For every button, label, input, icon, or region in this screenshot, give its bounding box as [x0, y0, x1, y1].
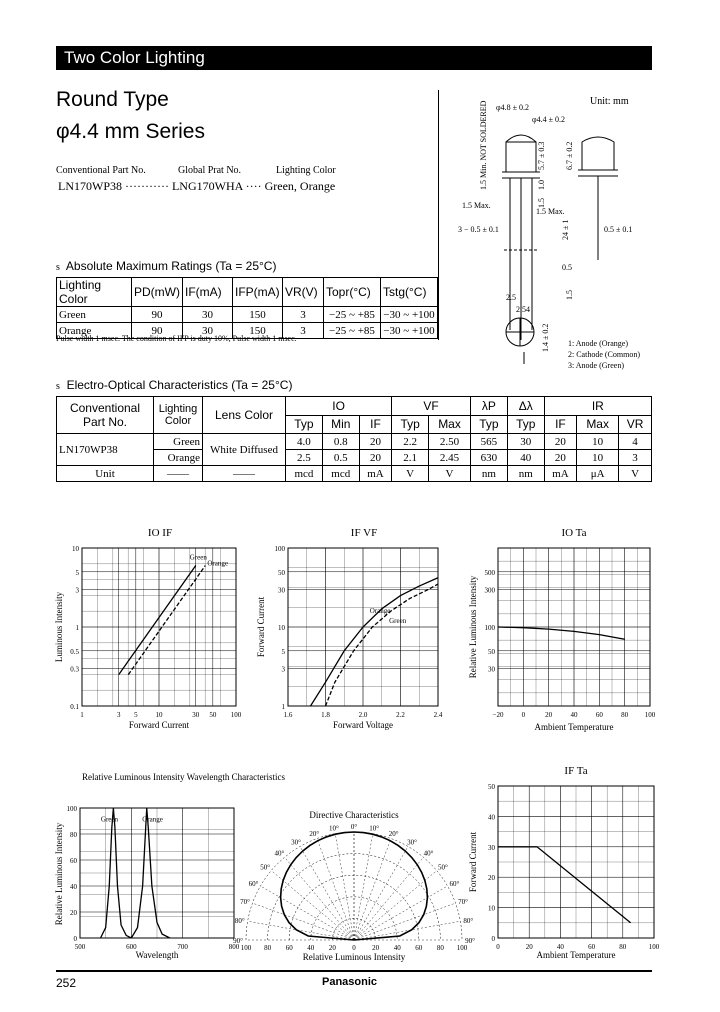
- table-subheader: Typ: [286, 415, 323, 434]
- table-cell: mA: [544, 466, 577, 482]
- table-header: VR(V): [282, 278, 323, 307]
- y-tick-label: 5: [75, 568, 79, 577]
- pin-label: 2: Cathode (Common): [568, 350, 640, 359]
- y-tick-label: 0.5: [70, 647, 79, 656]
- table-cell: 630: [470, 450, 507, 466]
- x-ticks: [493, 711, 656, 719]
- angle-label: 10°: [328, 824, 339, 833]
- x-tick-label: 2.2: [396, 711, 405, 719]
- table-cell: White Diffused: [203, 434, 286, 466]
- dim-label: φ4.8 ± 0.2: [496, 103, 530, 112]
- table-cell: Green: [57, 307, 132, 323]
- series-label: Orange: [142, 815, 163, 824]
- heading-text: Absolute Maximum Ratings (Ta = 25°C): [65, 259, 277, 273]
- table-cell: 0.8: [322, 434, 359, 450]
- table-cell: mcd: [322, 466, 359, 482]
- polar-ring: [332, 918, 375, 940]
- x-tick-label: 80: [621, 711, 629, 719]
- series-label: Orange: [369, 606, 391, 615]
- chart-title: Relative Luminous Intensity Wavelength Characteristics: [82, 772, 286, 782]
- x-tick-label: 80: [619, 943, 627, 951]
- page-title: Round Type: [56, 88, 169, 111]
- dim-label: 6.7 ± 0.2: [565, 141, 574, 170]
- page-number: 252: [56, 976, 77, 990]
- table-cell: 0.5: [322, 450, 359, 466]
- series-group: [498, 847, 631, 923]
- y-ticks: [275, 545, 286, 711]
- y-tick-label: 100: [274, 545, 285, 553]
- y-tick-label: 3: [281, 665, 285, 674]
- series-label: Orange: [207, 559, 228, 568]
- chart-io-if: [56, 522, 256, 742]
- series-label: Green: [189, 553, 207, 562]
- polar-spoke: [354, 834, 373, 940]
- part-row: LN170WP38 ··········· LNG170WHA ···· Green, Orange: [58, 179, 336, 193]
- x-tick-label: 60: [588, 943, 596, 951]
- y-tick-label: 30: [488, 843, 495, 852]
- y-ticks: [485, 569, 496, 674]
- table-header: Topr(°C): [323, 278, 380, 307]
- abs-max-note: Pulse width 1 msec. The condition of IFP is duty 10%, Pulse width 1 msec.: [56, 334, 297, 343]
- table-subheader: IF: [544, 415, 577, 434]
- dim-label: 1.5: [565, 290, 574, 300]
- y-tick-label: 300: [484, 586, 495, 595]
- y-tick-label: 500: [484, 568, 495, 577]
- angle-label: 60°: [248, 880, 259, 888]
- dim-label: 24 ± 1: [561, 219, 570, 240]
- grid: [498, 786, 654, 938]
- radial-tick-label: 40: [307, 944, 315, 952]
- table-subheader: Max: [577, 415, 619, 434]
- y-tick-label: 10: [72, 545, 79, 553]
- table-header: Lighting Color: [154, 397, 203, 434]
- table-header-row: [57, 278, 438, 307]
- footer-rule: [56, 970, 652, 972]
- radial-tick-label: 20: [328, 944, 336, 952]
- y-tick-label: 30: [278, 586, 285, 595]
- y-tick-label: 50: [488, 647, 495, 656]
- x-tick-label: 100: [648, 943, 660, 951]
- x-tick-label: 100: [230, 711, 242, 719]
- bullet: s: [56, 381, 60, 392]
- dim-label: φ4.4 ± 0.2: [532, 115, 566, 124]
- polar-grid: [233, 823, 475, 945]
- table-cell: 2.5: [286, 450, 323, 466]
- x-tick-label: −20: [492, 711, 504, 719]
- radial-tick-label: 100: [456, 944, 468, 952]
- pin-label: 1: Anode (Orange): [568, 339, 628, 348]
- x-tick-label: 20: [525, 943, 533, 951]
- radial-tick-label: 0: [352, 944, 356, 952]
- table-header: Conventional Part No.: [57, 397, 154, 434]
- x-tick-label: 100: [644, 711, 656, 719]
- table-cell: −30 ~ +100: [380, 323, 437, 339]
- table-row: [57, 466, 652, 482]
- polar-spoke: [354, 846, 408, 940]
- series-group: [311, 578, 439, 706]
- table-cell: 10: [577, 450, 619, 466]
- table-header: IF(mA): [182, 278, 232, 307]
- table-cell: 20: [544, 434, 577, 450]
- angle-label: 40°: [274, 849, 285, 858]
- chart-title: IO IF: [147, 527, 173, 539]
- chart-title: Directive Characteristics: [309, 810, 399, 820]
- chart-title: IF VF: [350, 527, 378, 539]
- divider-line: [438, 90, 439, 340]
- radial-tick-label: 20: [372, 944, 380, 952]
- table-cell: Orange: [154, 450, 203, 466]
- series-label: Green: [100, 815, 119, 824]
- angle-label: 0°: [350, 823, 358, 831]
- y-tick-label: 1: [281, 703, 285, 711]
- table-header: IR: [544, 397, 651, 416]
- y-tick-label: 1: [75, 624, 79, 632]
- table-cell: 20: [359, 434, 392, 450]
- angle-label: 20°: [309, 829, 320, 838]
- angle-label: 30°: [291, 838, 301, 847]
- table-header: IO: [286, 397, 392, 416]
- pin-label: 3: Anode (Green): [568, 361, 624, 370]
- x-tick-label: 0: [521, 711, 526, 719]
- dim-label: 1.5 Min. NOT SOLDERED: [479, 100, 488, 190]
- radial-tick-label: 60: [285, 944, 293, 952]
- table-cell: ——: [203, 466, 286, 482]
- table-cell: 3: [282, 323, 323, 339]
- dim-label: 0.5: [562, 263, 572, 272]
- y-axis-label: Forward Current: [256, 596, 266, 658]
- table-header: PD(mW): [132, 278, 183, 307]
- x-tick-label: 600: [126, 943, 137, 951]
- y-tick-label: 100: [484, 624, 495, 632]
- y-axis-label: Relative Luminous Intensity: [54, 822, 64, 926]
- angle-label: 90°: [233, 937, 243, 945]
- y-tick-label: 100: [66, 805, 77, 813]
- y-tick-label: 30: [488, 665, 495, 674]
- dim-label: 2.54: [516, 305, 530, 314]
- angle-label: 50°: [437, 863, 448, 872]
- table-cell: 3: [619, 450, 652, 466]
- angle-label: 30°: [407, 838, 417, 847]
- table-cell: V: [619, 466, 652, 482]
- dim-label: 5.7 ± 0.3: [537, 141, 546, 170]
- table-header: Δλ: [507, 397, 544, 416]
- x-axis-label: Ambient Temperature: [536, 950, 616, 960]
- table-header-row: [57, 397, 652, 416]
- dim-label: 0.5 ± 0.1: [604, 225, 633, 234]
- x-tick-label: 50: [209, 711, 217, 719]
- package-drawing: [448, 90, 658, 380]
- table-subheader: Typ: [392, 415, 429, 434]
- table-subheader: IF: [359, 415, 392, 434]
- series-line: [498, 847, 631, 923]
- table-cell: 40: [507, 450, 544, 466]
- chart-io-ta: [458, 522, 658, 742]
- heading-text: Electro-Optical Characteristics (Ta = 25°C): [66, 378, 293, 392]
- bullet: s: [56, 262, 60, 273]
- y-tick-label: 40: [488, 813, 495, 822]
- table-cell: −30 ~ +100: [380, 307, 437, 323]
- dim-label: 1.5 Max.: [462, 201, 491, 210]
- x-tick-label: 0: [496, 943, 500, 951]
- table-row: [57, 434, 652, 450]
- table-cell: V: [429, 466, 471, 482]
- x-tick-label: 800: [228, 943, 240, 951]
- table-cell: 90: [132, 323, 183, 339]
- dim-label: 1.5 Max.: [536, 207, 565, 216]
- table-cell: 20: [359, 450, 392, 466]
- table-cell: 150: [232, 323, 282, 339]
- series-line: [311, 578, 439, 706]
- table-subheader: Max: [429, 415, 471, 434]
- y-tick-label: 60: [70, 857, 77, 865]
- y-tick-label: 50: [488, 783, 495, 791]
- table-cell: 30: [507, 434, 544, 450]
- x-tick-label: 3: [116, 711, 121, 719]
- table-cell: mA: [359, 466, 392, 482]
- y-tick-label: 0.3: [70, 665, 79, 674]
- radial-tick-label: 80: [264, 944, 272, 952]
- y-tick-label: 10: [278, 624, 285, 632]
- x-tick-label: 40: [556, 943, 564, 951]
- brand-logo: Panasonic: [322, 976, 378, 988]
- table-cell: 565: [470, 434, 507, 450]
- x-tick-label: 2.4: [433, 711, 443, 719]
- x-axis-label: Ambient Temperature: [534, 722, 614, 732]
- angle-label: 80°: [234, 917, 245, 926]
- radial-tick-label: 100: [240, 944, 252, 952]
- y-tick-label: 80: [70, 831, 77, 839]
- x-tick-label: 1: [80, 711, 84, 719]
- table-cell: −25 ~ +85: [323, 307, 380, 323]
- table-header: Tstg(°C): [380, 278, 437, 307]
- y-axis-label: Forward Current: [468, 831, 478, 893]
- section-banner: Two Color Lighting: [56, 46, 652, 70]
- table-header: λP: [470, 397, 507, 416]
- series-line: [128, 566, 205, 675]
- table-cell: Unit: [57, 466, 154, 482]
- table-cell: 4: [619, 434, 652, 450]
- table-cell: 30: [182, 323, 232, 339]
- polar-spoke: [354, 886, 448, 940]
- x-tick-label: 2.0: [358, 711, 368, 719]
- abs-max-table: [56, 277, 438, 339]
- y-tick-label: 3: [75, 586, 79, 595]
- polar-spoke: [260, 886, 354, 940]
- y-tick-label: 40: [70, 883, 77, 891]
- table-cell: Orange: [57, 323, 132, 339]
- table-row: [57, 307, 438, 323]
- y-tick-label: 5: [281, 647, 285, 656]
- table-subheader: Min: [322, 415, 359, 434]
- table-cell: 2.1: [392, 450, 429, 466]
- y-tick-label: 0.1: [70, 703, 79, 711]
- polar-spoke: [248, 921, 354, 940]
- angle-label: 20°: [388, 829, 399, 838]
- table-cell: Green: [154, 434, 203, 450]
- dim-label: 1.5: [537, 198, 546, 208]
- x-tick-label: 10: [155, 711, 163, 719]
- table-cell: 20: [544, 450, 577, 466]
- dim-label: 3 − 0.5 ± 0.1: [458, 225, 499, 234]
- table-cell: −25 ~ +85: [323, 323, 380, 339]
- table-cell: LN170WP38: [57, 434, 154, 466]
- y-tick-label: 20: [488, 874, 495, 883]
- series-title: φ4.4 mm Series: [56, 120, 205, 143]
- eo-heading: [56, 378, 292, 392]
- angle-label: 40°: [423, 849, 434, 858]
- table-subheader: Typ: [507, 415, 544, 434]
- table-cell: 2.45: [429, 450, 471, 466]
- radial-tick-label: 60: [415, 944, 423, 952]
- radial-tick-label: 40: [393, 944, 401, 952]
- table-cell: 2.2: [392, 434, 429, 450]
- dim-label: 1.4 ± 0.2: [541, 323, 550, 352]
- y-axis-label: Relative Luminous Intensity: [468, 575, 478, 679]
- y-axis-label: Luminous Intensity: [54, 591, 64, 663]
- table-cell: 4.0: [286, 434, 323, 450]
- table-cell: ——: [154, 466, 203, 482]
- y-tick-label: 20: [70, 909, 77, 917]
- radial-tick-label: 80: [436, 944, 444, 952]
- polar-spoke: [354, 921, 460, 940]
- table-cell: 10: [577, 434, 619, 450]
- x-tick-label: 5: [134, 711, 138, 719]
- chart-if-vf: [254, 522, 454, 742]
- table-header: IFP(mA): [232, 278, 282, 307]
- table-cell: μA: [577, 466, 619, 482]
- x-tick-label: 1.8: [321, 711, 330, 719]
- x-ticks: [284, 711, 443, 719]
- table-header: VF: [392, 397, 471, 416]
- table-cell: 30: [182, 307, 232, 323]
- y-tick-label: 0: [491, 935, 495, 943]
- chart-if-ta: [466, 760, 662, 965]
- table-header: Lighting Color: [57, 278, 132, 307]
- part-header-color: Lighting Color: [276, 165, 336, 176]
- x-tick-label: 30: [192, 711, 200, 719]
- table-cell: V: [392, 466, 429, 482]
- table-subheader: VR: [619, 415, 652, 434]
- chart-spectrum: [54, 772, 286, 964]
- y-ticks: [70, 545, 79, 711]
- angle-label: 90°: [465, 937, 475, 945]
- x-axis-label: Relative Luminous Intensity: [302, 952, 406, 962]
- series-line: [119, 566, 196, 675]
- dim-label: 1.0: [537, 180, 546, 190]
- part-header-global: Global Prat No.: [178, 165, 242, 176]
- table-cell: mcd: [286, 466, 323, 482]
- grid: [82, 548, 236, 706]
- chart-title: IO Ta: [561, 527, 587, 539]
- table-cell: nm: [507, 466, 544, 482]
- table-subheader: Typ: [470, 415, 507, 434]
- x-axis-label: Forward Voltage: [333, 720, 393, 730]
- table-cell: 2.50: [429, 434, 471, 450]
- table-cell: nm: [470, 466, 507, 482]
- x-tick-label: 1.6: [283, 711, 293, 719]
- chart-title: IF Ta: [564, 765, 588, 777]
- y-ticks: [488, 783, 496, 943]
- unit-label: Unit: mm: [590, 96, 629, 107]
- x-tick-label: 700: [177, 943, 188, 951]
- x-axis-label: Forward Current: [128, 720, 190, 730]
- y-ticks: [67, 805, 78, 943]
- series-label: Green: [389, 616, 407, 625]
- table-cell: 3: [282, 307, 323, 323]
- x-axis-label: Wavelength: [135, 950, 179, 960]
- polar-spoke: [335, 834, 354, 940]
- y-tick-label: 50: [278, 568, 285, 577]
- angle-label: 70°: [240, 898, 250, 907]
- x-tick-label: 60: [595, 711, 603, 719]
- eo-table: [56, 396, 652, 482]
- angle-label: 80°: [463, 917, 474, 926]
- table-cell: 90: [132, 307, 183, 323]
- y-tick-label: 10: [488, 904, 495, 913]
- abs-max-heading: [56, 259, 276, 273]
- y-tick-label: 0: [73, 935, 77, 943]
- x-tick-label: 500: [74, 943, 86, 951]
- part-header-conventional: Conventional Part No.: [56, 165, 146, 176]
- angle-label: 50°: [260, 863, 271, 872]
- polar-spoke: [300, 846, 354, 940]
- angle-label: 70°: [458, 898, 468, 907]
- angle-label: 60°: [449, 880, 460, 888]
- table-cell: 150: [232, 307, 282, 323]
- angle-label: 10°: [369, 824, 380, 833]
- x-tick-label: 20: [545, 711, 553, 719]
- dim-label: 2.5: [506, 293, 516, 302]
- radial-ticks: [241, 944, 468, 952]
- table-header: Lens Color: [203, 397, 286, 434]
- x-ticks: [80, 711, 242, 719]
- x-tick-label: 40: [570, 711, 578, 719]
